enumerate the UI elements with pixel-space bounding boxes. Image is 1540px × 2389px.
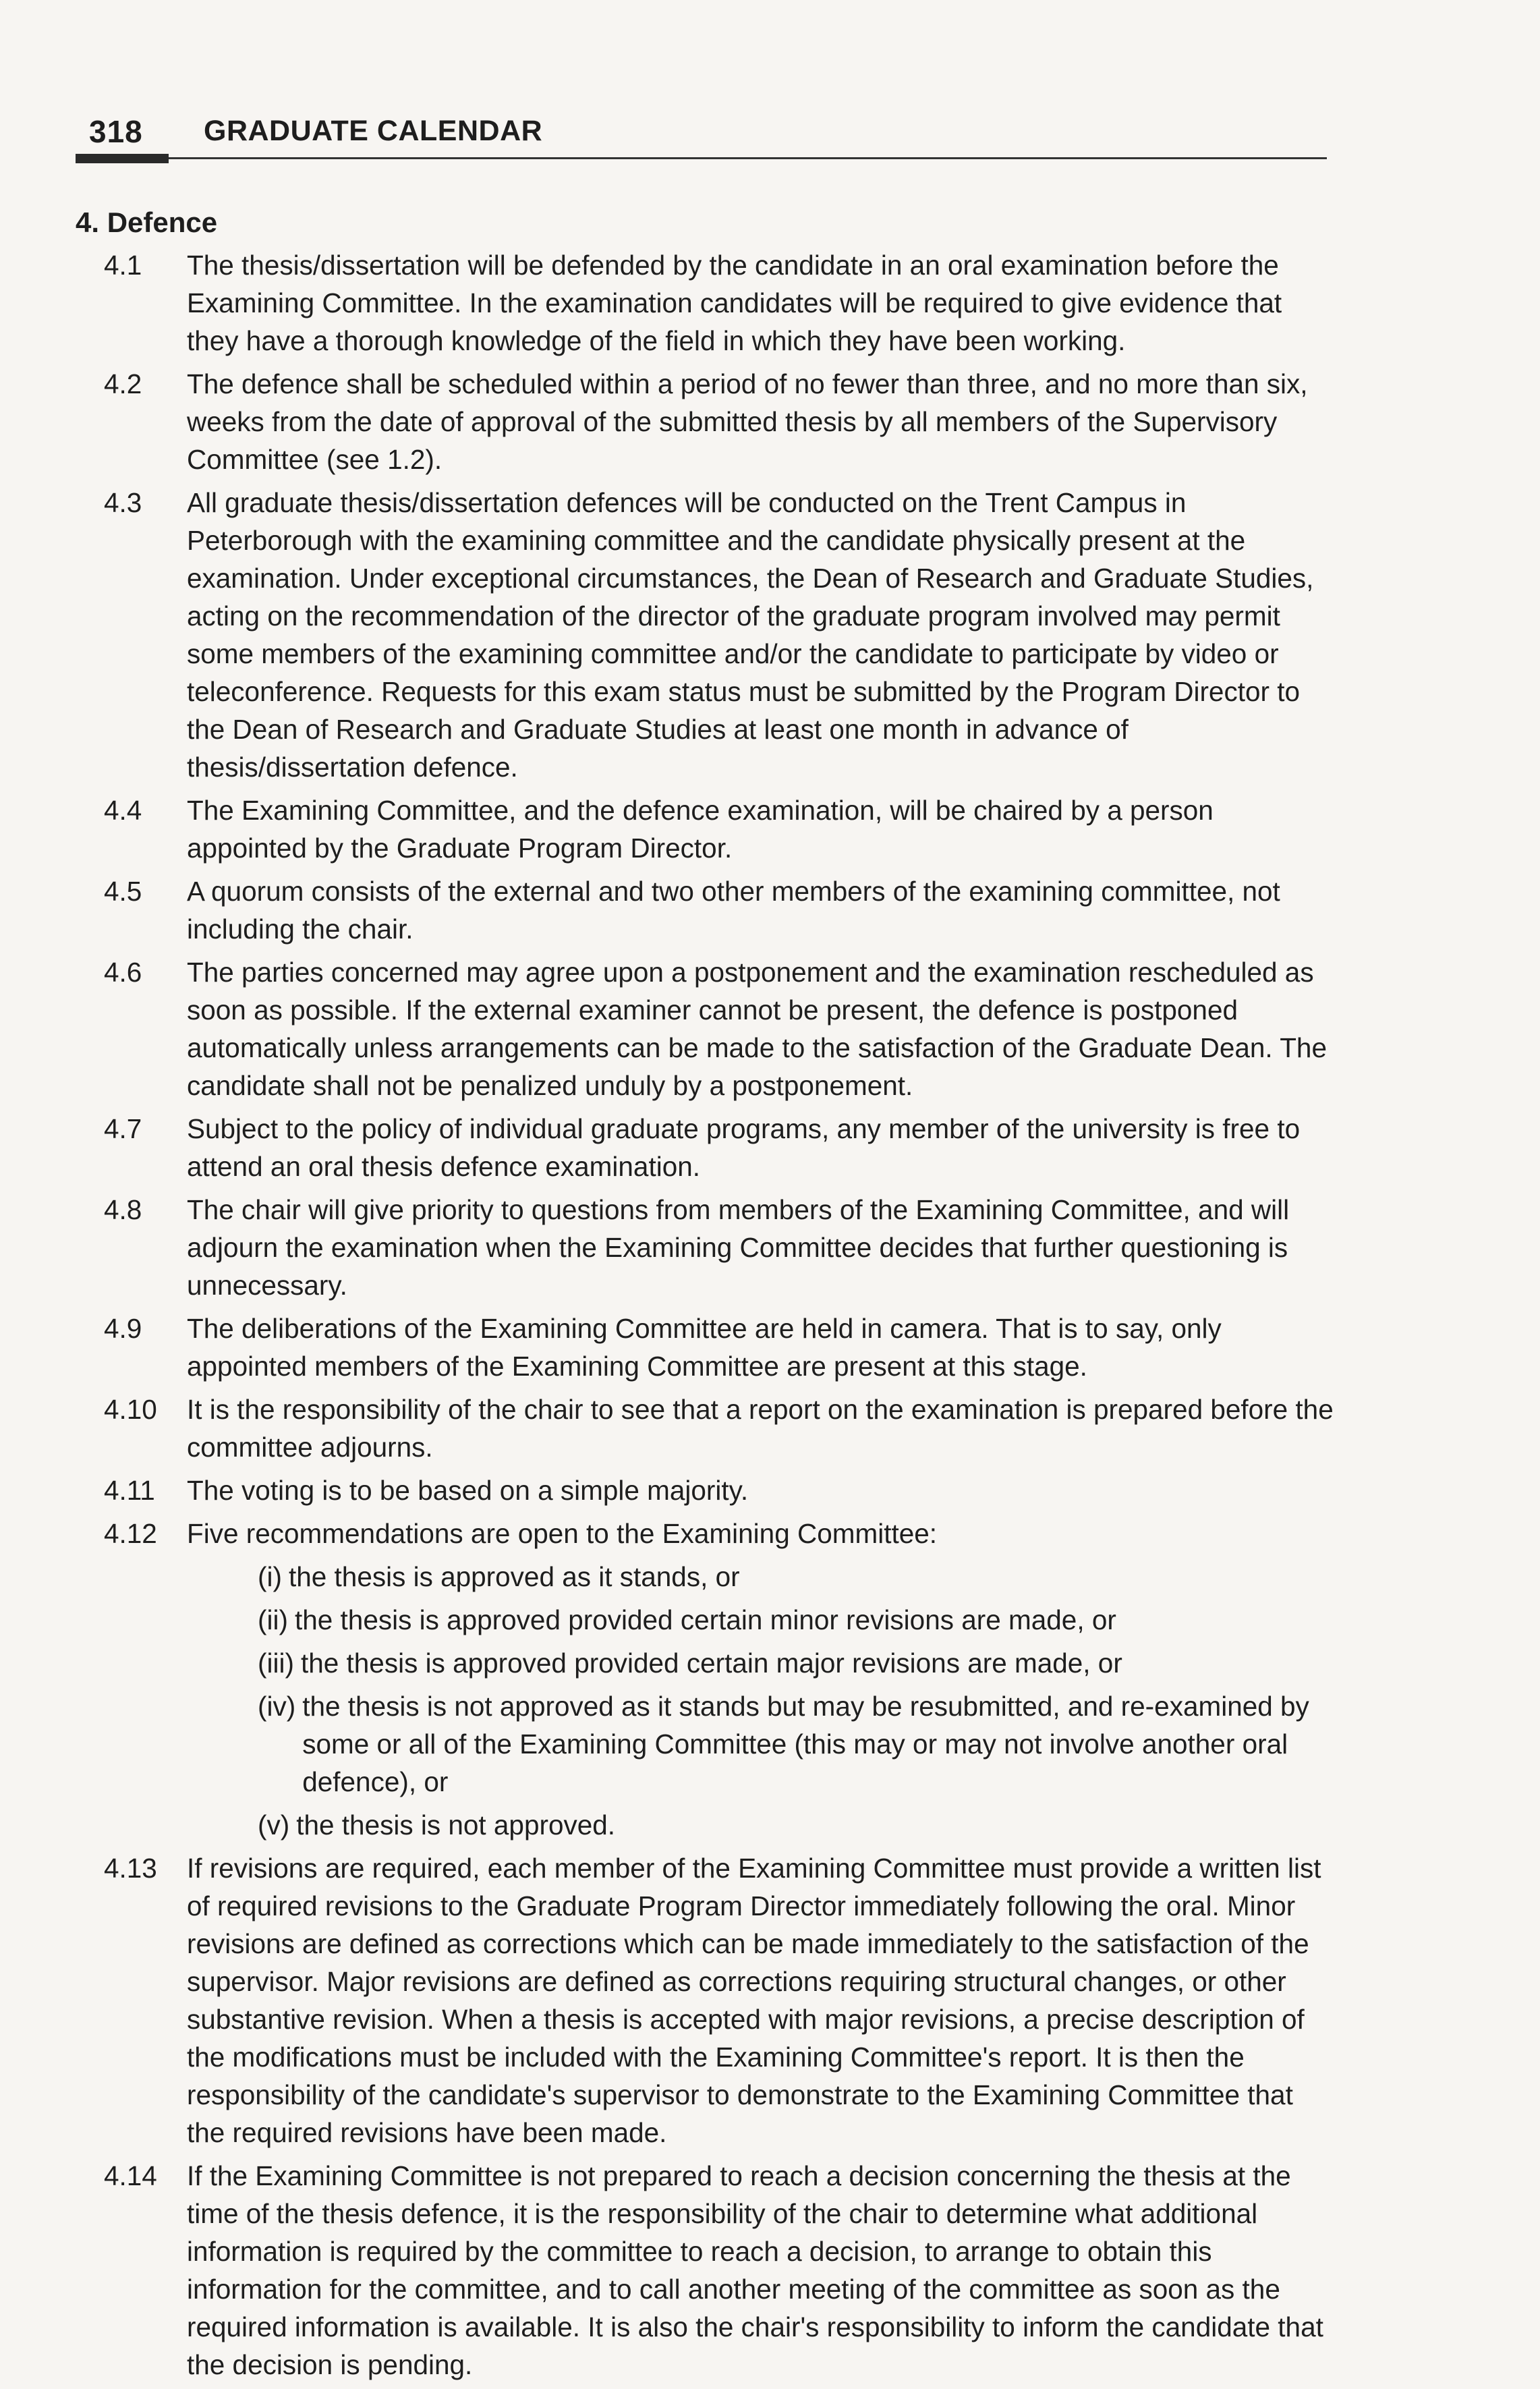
item-paragraph: If the Examining Committee is not prepared to reach a decision concerning the thesis at the time of the thesis defence, it is the responsibility of the chair to determine what additional information is required by the committee to reach a decision, to arrange to obtain this information for the committee, and to call another meeting of the committee as soon as the required information is available. It is also the chair's responsibility to inform the candidate that the decision is pending. [187, 2160, 1323, 2380]
item-paragraph: Subject to the policy of individual graduate programs, any member of the university is free to attend an oral thesis defence examination. [187, 1113, 1301, 1182]
item-number: 4.2 [104, 368, 142, 399]
item-text [187, 2157, 1337, 2384]
item-text [187, 1310, 1337, 1385]
item-paragraph: A quorum consists of the external and two other members of the examining committee, not including the chair. [187, 876, 1280, 945]
item-paragraph: If revisions are required, each member of the Examining Committee must provide a written list of required revisions to the Graduate Program Director immediately following the oral. Minor revisions are defined as corrections which can be made immediately to the satisfaction of the supervisor. Major revisions are defined as corrections requiring structural changes, or other substantive revision. When a thesis is accepted with major revisions, a precise description of the modifications must be included with the Examining Committee's report. It is then the responsibility of the candidate's supervisor to demonstrate to the Examining Committee that the required revisions have been made. [187, 1853, 1321, 2148]
list-item [76, 1191, 1337, 1304]
item-text [187, 484, 1337, 786]
item-text [187, 1390, 1337, 1466]
item-number: 4.14 [104, 2160, 157, 2191]
sub-list-item [76, 1558, 1337, 1596]
defence-items-list [76, 246, 1337, 2384]
item-paragraph: The chair will give priority to questions from members of the Examining Committee, and will adjourn the examination when the Examining Committee decides that further questioning is unnecessary. [187, 1194, 1290, 1301]
item-number: 4.1 [104, 250, 142, 281]
sub-list-item [76, 1644, 1337, 1682]
list-item [76, 953, 1337, 1104]
item-paragraph: The Examining Committee, and the defence examination, will be chaired by a person appointed by the Graduate Program Director. [187, 795, 1214, 864]
header-accent-block [76, 154, 169, 163]
list-item [76, 2157, 1337, 2384]
section-heading: 4. Defence [76, 206, 218, 238]
item-text [187, 953, 1337, 1104]
item-paragraph: The voting is to be based on a simple majority. [187, 1475, 749, 1506]
item-number: 4.6 [104, 957, 142, 988]
sub-item-number: (i) [258, 1561, 282, 1592]
item-number: 4.8 [104, 1194, 142, 1225]
list-item [76, 246, 1337, 360]
item-number: 4.5 [104, 876, 142, 907]
item-paragraph: The defence shall be scheduled within a period of no fewer than three, and no more than six, weeks from the date of approval of the submitted thesis by all members of the Supervisory Committee (see 1.2). [187, 368, 1308, 475]
item-text [187, 1110, 1337, 1185]
sub-item-text: the thesis is approved as it stands, or [288, 1561, 740, 1592]
item-text [187, 1471, 1337, 1509]
sub-item-text: the thesis is not approved. [296, 1809, 616, 1840]
sub-item-number: (iii) [258, 1648, 294, 1679]
sub-item-number: (v) [258, 1809, 290, 1840]
list-item [76, 1390, 1337, 1466]
item-number: 4.12 [104, 1518, 157, 1549]
sub-item-text: the thesis is not approved as it stands but may be resubmitted, and re-examined by some or all of the Examining Committee (this may or may not involve another oral defence), or [302, 1691, 1309, 1797]
item-text [187, 1191, 1337, 1304]
item-number: 4.9 [104, 1313, 142, 1344]
sub-list-item [76, 1601, 1337, 1639]
item-number: 4.3 [104, 487, 142, 518]
list-item [76, 1310, 1337, 1385]
item-text [187, 246, 1337, 360]
item-paragraph: The thesis/dissertation will be defended by the candidate in an oral examination before the Examining Committee. In the examination candidates will be required to give evidence that they have a thorough knowledge of the field in which they have been working. [187, 250, 1282, 356]
running-head: GRADUATE CALENDAR [204, 115, 543, 147]
list-item [76, 1471, 1337, 1509]
item-number: 4.7 [104, 1113, 142, 1144]
section-content [76, 206, 1337, 2389]
item-paragraph: The parties concerned may agree upon a postponement and the examination rescheduled as soon as possible. If the external examiner cannot be present, the defence is postponed automatically unless arrangements can be made to the satisfaction of the Graduate Dean. The candidate shall not be penalized unduly by a postponement. [187, 957, 1327, 1101]
item-text [187, 872, 1337, 948]
sub-item-text: the thesis is approved provided certain major revisions are made, or [300, 1648, 1122, 1679]
list-item [76, 791, 1337, 867]
list-item [76, 365, 1337, 478]
item-text [187, 791, 1337, 867]
item-paragraph: The deliberations of the Examining Committee are held in camera. That is to say, only appointed members of the Examining Committee are present at this stage. [187, 1313, 1222, 1382]
list-item [76, 1849, 1337, 2152]
sub-item-number: (iv) [258, 1691, 296, 1722]
recommendations-list [76, 1558, 1337, 1844]
item-number: 4.11 [104, 1475, 155, 1506]
item-number: 4.4 [104, 795, 142, 826]
sub-list-item [76, 1806, 1337, 1844]
sub-item-text: the thesis is approved provided certain minor revisions are made, or [294, 1604, 1116, 1635]
sub-item-number: (ii) [258, 1604, 288, 1635]
list-item [76, 1515, 1337, 1552]
item-text [187, 1849, 1337, 2152]
item-text [187, 365, 1337, 478]
item-text [187, 1515, 1337, 1552]
item-paragraph: Five recommendations are open to the Examining Committee: [187, 1518, 938, 1549]
sub-list-item [76, 1687, 1337, 1801]
header-rule [76, 157, 1327, 159]
item-number: 4.10 [104, 1394, 157, 1425]
page-header [76, 108, 1330, 148]
item-paragraph: It is the responsibility of the chair to see that a report on the examination is prepared before the committee adjourns. [187, 1394, 1334, 1463]
item-paragraph: All graduate thesis/dissertation defences will be conducted on the Trent Campus in Peterborough with the examining committee and the candidate physically present at the examination. Under exceptional circumstances, the Dean of Research and Graduate Studies, acting on the recommendation of the director of the graduate program involved may permit some members of the examining committee and/or the candidate to participate by video or teleconference. Requests for this exam status must be submitted by the Program Director to the Dean of Research and Graduate Studies at least one month in advance of thesis/dissertation defence. [187, 487, 1314, 783]
list-item [76, 1110, 1337, 1185]
page-number: 318 [89, 114, 143, 149]
item-number: 4.13 [104, 1853, 157, 1884]
list-item [76, 484, 1337, 786]
list-item [76, 872, 1337, 948]
